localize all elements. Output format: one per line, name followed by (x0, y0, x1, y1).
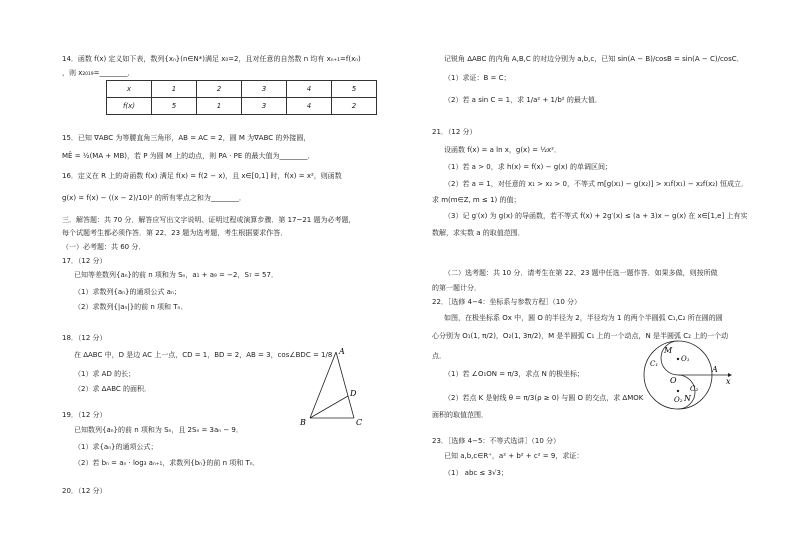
q21-part1: （1）若 a > 0，求 h(x) = f(x) − g(x) 的单调区间； (444, 163, 612, 171)
q17-title: 17．（12 分） (62, 257, 107, 265)
q18-line1: 在 ΔABC 中，D 是边 AC 上一点，CD = 1，BD = 2，AB = 3，cos∠BDC = 1/8 (74, 351, 333, 359)
q19-part1: （1）求{aₙ}的通项公式； (74, 443, 158, 451)
table-cell: 2 (197, 81, 242, 98)
label-o2: O₂ (674, 396, 683, 404)
section-opt-line2: 的第一题计分． (432, 284, 481, 292)
q14-line2: ，则 x₂₀₁₉=________． (62, 69, 135, 77)
table-cell: 5 (332, 81, 377, 98)
edge-bd (310, 396, 348, 418)
q18-title: 18．（12 分） (62, 334, 107, 342)
q20-line1: 记锐角 ΔABC 的内角 A,B,C 的对边分别为 a,b,c，已知 sin(A − B)/cosB = sin(A − C)/cosC． (444, 55, 744, 63)
label-c1: C₁ (650, 360, 659, 368)
q17-part1: （1）求数列{aₙ}的通项公式 aₙ； (74, 288, 181, 296)
table-cell: f(x) (107, 98, 152, 115)
q21-part2: （2）若 a = 1，对任意的 x₁ > x₂ > 0，不等式 m[g(x₁) − g(x₂)] > x₁f(x₁) − x₂f(x₂) 恒成立． (444, 180, 748, 188)
q19-title: 19．（12 分） (62, 411, 107, 419)
table-cell: 5 (152, 98, 197, 115)
table-cell: 4 (287, 98, 332, 115)
table-row (107, 81, 377, 98)
table-cell: x (107, 81, 152, 98)
label-b: B (300, 418, 306, 427)
q22-part2b: 面积的取值范围． (432, 411, 488, 419)
q22-part1: （1）若 ∠O₁ON = π/3，求点 N 的极坐标； (444, 370, 585, 378)
label-x: x (726, 377, 731, 386)
table-row (107, 98, 377, 115)
section3-line3: （一）必考题：共 60 分． (62, 243, 146, 251)
q17-line1: 已知等差数列{aₙ}的前 n 项和为 Sₙ，a₁ + a₉ = −2，S₇ = 57． (74, 271, 278, 279)
label-c: C (356, 418, 363, 427)
q17-part2: （2）求数列{|aₙ|}的前 n 项和 Tₙ． (74, 303, 188, 311)
q21-part3: （3）记 g′(x) 为 g(x) 的导函数，若不等式 f(x) + 2g′(x) ≤ (a + 3)x − g(x) 在 x∈[1,e] 上有实 (444, 212, 748, 220)
q15-line2: MÊ = ½(MA + MB)，若 P 为圆 M 上的动点，则 PA · PE 的最大值为________． (62, 152, 315, 160)
q21-part2b: 求 m(m∈Z, m ≤ 1) 的值； (432, 196, 521, 204)
q18-part1: （1）求 AD 的长； (74, 370, 136, 378)
table-cell: 1 (152, 81, 197, 98)
label-m: M (664, 346, 673, 355)
section3-line1: 三．解答题：共 70 分．解答应写出文字说明、证明过程或演算步骤．第 17~21 题为必考题， (62, 216, 356, 224)
q16-line2: g(x) = f(x) − ((x − 2)/10)² 的所有零点之和为________． (62, 194, 246, 202)
q20-title: 20．（12 分） (62, 487, 107, 495)
table-cell: 2 (332, 98, 377, 115)
q22-title: 22．［选修 4−4：坐标系与参数方程］（10 分） (432, 298, 582, 306)
section-opt-line1: （二）选考题：共 10 分．请考生在第 22、23 题中任选一题作答．如果多做，则按所做 (444, 269, 718, 277)
table-cell: 1 (197, 98, 242, 115)
label-o1: O₁ (681, 355, 690, 363)
q19-part2: （2）若 bₙ = aₙ · log₃ aₙ₊₁，求数列{bₙ}的前 n 项和 Tₙ． (74, 459, 260, 467)
label-a: A (339, 347, 345, 356)
label-c2: C₂ (690, 385, 699, 393)
table-cell: 4 (287, 81, 332, 98)
table-cell: 3 (242, 81, 287, 98)
q19-line1: 已知数列{aₙ}的前 n 项和为 Sₙ，且 2Sₙ = 3aₙ − 9． (74, 426, 243, 434)
label-d: D (350, 389, 357, 398)
q23-title: 23．［选修 4−5：不等式选讲］（10 分） (432, 437, 561, 445)
triangle-figure (296, 346, 368, 428)
q21-title: 21．（12 分） (432, 128, 477, 136)
q22-line2: 心分别为 O₁(1, π/2)，O₂(1, 3π/2)，M 是半圆弧 C₁ 上的一个动点，N 是半圆弧 C₂ 上的一个动 (432, 332, 729, 340)
polar-figure (630, 333, 735, 413)
edge-ac (336, 352, 354, 418)
q18-part2: （2）求 ΔABC 的面积． (74, 385, 152, 393)
q22-part2: （2）若点 K 是射线 θ = π/3(ρ ≥ 0) 与圆 O 的交点，求 ΔMOK (444, 394, 644, 402)
section3-line2: 每个试题考生都必须作答．第 22、23 题为选考题，考生根据要求作答． (62, 229, 288, 237)
q21-part3b: 数解，求实数 a 的取值范围． (432, 229, 525, 237)
label-o: O (670, 376, 677, 385)
edge-ab (310, 352, 336, 418)
q22-line1: 如图，在极坐标系 Ox 中，圆 O 的半径为 2，半径均为 1 的两个半圆弧 C₁,C₂ 所在圆的圆 (444, 314, 723, 322)
q14-line1: 14．函数 f(x) 定义如下表，数列{xₙ}(n∈N*)满足 x₀=2，且对任意的自然数 n 均有 xₙ₊₁=f(xₙ) (62, 55, 361, 63)
q20-part2: （2）若 a sin C = 1，求 1/a² + 1/b² 的最大值． (444, 96, 602, 104)
q22-line3: 点． (432, 352, 446, 360)
point-o2 (677, 390, 679, 392)
table-cell: 3 (242, 98, 287, 115)
q15-line1: 15．已知 ∇ABC 为等腰直角三角形，AB = AC = 2，圆 M 为∇ABC 的外接圆， (62, 134, 311, 142)
function-table (106, 80, 377, 115)
q16-line1: 16．定义在 R 上的奇函数 f(x) 满足 f(x) = f(2 − x)，且 x∈[0,1] 时，f(x) = x²，则函数 (62, 172, 342, 180)
q20-part1: （1）求证：B = C； (444, 74, 511, 82)
q21-line1: 设函数 f(x) = a ln x，g(x) = ½x²． (444, 146, 561, 154)
label-n: N (684, 394, 691, 403)
label-a: A (712, 365, 718, 374)
point-o1 (677, 358, 679, 360)
q23-part1: （1） abc ≤ 3√3； (444, 469, 508, 477)
q23-line1: 已知 a,b,c∈R⁺，a² + b² + c² = 9，求证： (444, 452, 584, 460)
